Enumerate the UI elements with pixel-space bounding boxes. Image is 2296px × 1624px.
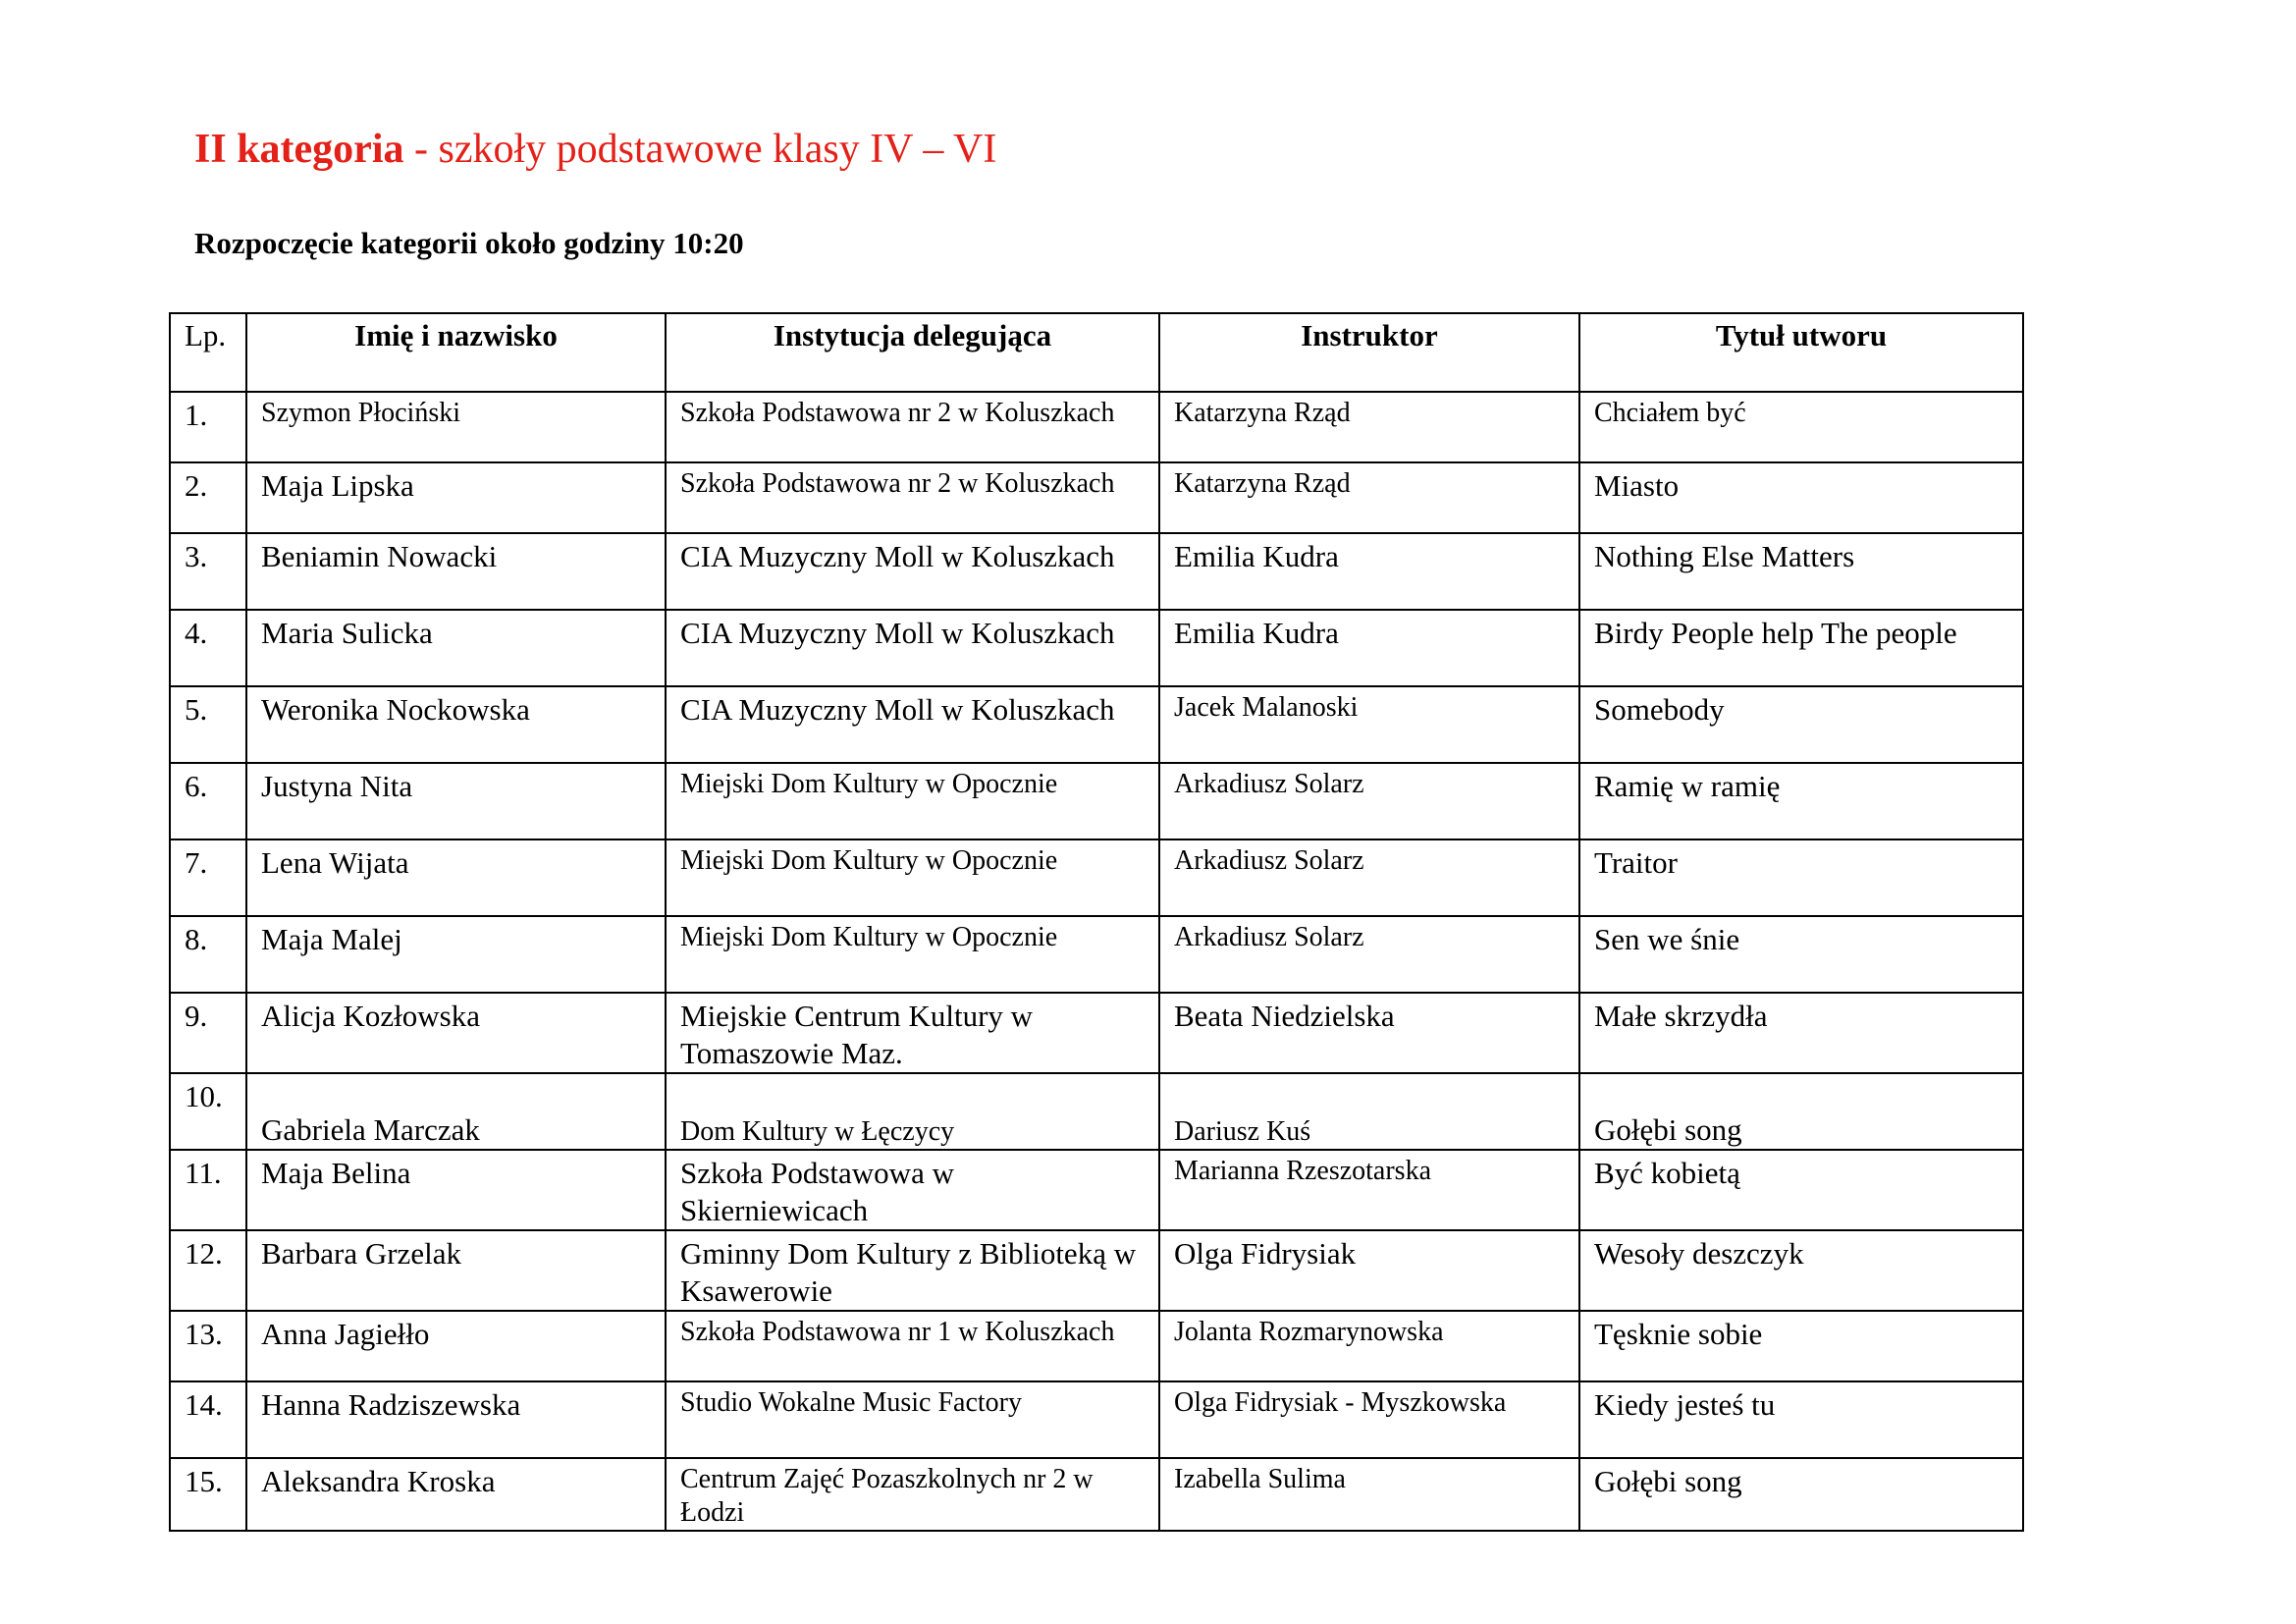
category-label: II kategoria — [194, 127, 404, 172]
header-lp: Lp. — [170, 313, 246, 392]
cell-instructor: Arkadiusz Solarz — [1159, 763, 1579, 839]
cell-lp: 5. — [170, 686, 246, 763]
cell-name: Gabriela Marczak — [246, 1073, 666, 1150]
cell-lp: 4. — [170, 610, 246, 686]
cell-institution: Gminny Dom Kultury z Biblioteką w Ksawerowie — [666, 1230, 1159, 1311]
cell-institution: CIA Muzyczny Moll w Koluszkach — [666, 533, 1159, 610]
cell-title: Małe skrzydła — [1579, 993, 2023, 1073]
cell-instructor: Marianna Rzeszotarska — [1159, 1150, 1579, 1230]
cell-institution: Miejski Dom Kultury w Opocznie — [666, 916, 1159, 993]
table-row — [170, 1073, 2023, 1150]
cell-instructor: Emilia Kudra — [1159, 610, 1579, 686]
cell-name: Maja Lipska — [246, 462, 666, 533]
cell-name: Hanna Radziszewska — [246, 1381, 666, 1458]
cell-instructor: Beata Niedzielska — [1159, 993, 1579, 1073]
cell-institution: Studio Wokalne Music Factory — [666, 1381, 1159, 1458]
cell-title: Nothing Else Matters — [1579, 533, 2023, 610]
cell-title: Sen we śnie — [1579, 916, 2023, 993]
table-row — [170, 993, 2023, 1073]
cell-instructor: Arkadiusz Solarz — [1159, 839, 1579, 916]
table-row — [170, 533, 2023, 610]
cell-name: Maja Malej — [246, 916, 666, 993]
cell-institution: Szkoła Podstawowa nr 1 w Koluszkach — [666, 1311, 1159, 1381]
cell-institution: Szkoła Podstawowa nr 2 w Koluszkach — [666, 462, 1159, 533]
cell-name: Beniamin Nowacki — [246, 533, 666, 610]
table-row — [170, 1381, 2023, 1458]
cell-institution: Szkoła Podstawowa w Skierniewicach — [666, 1150, 1159, 1230]
table-row — [170, 1150, 2023, 1230]
table-row — [170, 392, 2023, 462]
cell-name: Alicja Kozłowska — [246, 993, 666, 1073]
header-institution: Instytucja delegująca — [666, 313, 1159, 392]
table-header-row — [170, 313, 2023, 392]
cell-institution: Szkoła Podstawowa nr 2 w Koluszkach — [666, 392, 1159, 462]
cell-title: Ramię w ramię — [1579, 763, 2023, 839]
header-title: Tytuł utworu — [1579, 313, 2023, 392]
cell-name: Maria Sulicka — [246, 610, 666, 686]
cell-name: Justyna Nita — [246, 763, 666, 839]
table-row — [170, 1458, 2023, 1531]
cell-name: Barbara Grzelak — [246, 1230, 666, 1311]
table-row — [170, 686, 2023, 763]
cell-title: Somebody — [1579, 686, 2023, 763]
cell-instructor: Olga Fidrysiak — [1159, 1230, 1579, 1311]
cell-lp: 14. — [170, 1381, 246, 1458]
cell-name: Anna Jagiełło — [246, 1311, 666, 1381]
cell-lp: 1. — [170, 392, 246, 462]
cell-lp: 12. — [170, 1230, 246, 1311]
cell-lp: 15. — [170, 1458, 246, 1531]
cell-institution: Miejskie Centrum Kultury w Tomaszowie Maz. — [666, 993, 1159, 1073]
cell-name: Szymon Płociński — [246, 392, 666, 462]
cell-institution: CIA Muzyczny Moll w Koluszkach — [666, 686, 1159, 763]
cell-name: Lena Wijata — [246, 839, 666, 916]
cell-name: Weronika Nockowska — [246, 686, 666, 763]
header-instructor: Instruktor — [1159, 313, 1579, 392]
cell-instructor: Arkadiusz Solarz — [1159, 916, 1579, 993]
cell-lp: 11. — [170, 1150, 246, 1230]
cell-instructor: Katarzyna Rząd — [1159, 392, 1579, 462]
cell-instructor: Olga Fidrysiak - Myszkowska — [1159, 1381, 1579, 1458]
cell-institution: Dom Kultury w Łęczycy — [666, 1073, 1159, 1150]
cell-title: Być kobietą — [1579, 1150, 2023, 1230]
cell-title: Kiedy jesteś tu — [1579, 1381, 2023, 1458]
cell-title: Birdy People help The people — [1579, 610, 2023, 686]
cell-instructor: Jolanta Rozmarynowska — [1159, 1311, 1579, 1381]
cell-title: Wesoły deszczyk — [1579, 1230, 2023, 1311]
cell-title: Gołębi song — [1579, 1073, 2023, 1150]
cell-lp: 3. — [170, 533, 246, 610]
participants-table — [169, 312, 2024, 1532]
cell-title: Traitor — [1579, 839, 2023, 916]
start-time-note: Rozpoczęcie kategorii około godziny 10:20 — [194, 226, 744, 260]
cell-instructor: Izabella Sulima — [1159, 1458, 1579, 1531]
cell-name: Maja Belina — [246, 1150, 666, 1230]
table-row — [170, 610, 2023, 686]
cell-lp: 6. — [170, 763, 246, 839]
table-row — [170, 839, 2023, 916]
table-row — [170, 462, 2023, 533]
cell-lp: 2. — [170, 462, 246, 533]
cell-name: Aleksandra Kroska — [246, 1458, 666, 1531]
cell-instructor: Katarzyna Rząd — [1159, 462, 1579, 533]
table-row — [170, 763, 2023, 839]
cell-title: Tęsknie sobie — [1579, 1311, 2023, 1381]
cell-lp: 7. — [170, 839, 246, 916]
table-row — [170, 1230, 2023, 1311]
cell-lp: 9. — [170, 993, 246, 1073]
table-row — [170, 1311, 2023, 1381]
table-row — [170, 916, 2023, 993]
cell-lp: 13. — [170, 1311, 246, 1381]
cell-lp: 8. — [170, 916, 246, 993]
header-name: Imię i nazwisko — [246, 313, 666, 392]
cell-institution: CIA Muzyczny Moll w Koluszkach — [666, 610, 1159, 686]
category-description: - szkoły podstawowe klasy IV – VI — [403, 127, 997, 172]
cell-institution: Miejski Dom Kultury w Opocznie — [666, 839, 1159, 916]
category-heading — [194, 120, 996, 179]
cell-institution: Centrum Zajęć Pozaszkolnych nr 2 w Łodzi — [666, 1458, 1159, 1531]
cell-title: Gołębi song — [1579, 1458, 2023, 1531]
cell-title: Miasto — [1579, 462, 2023, 533]
cell-institution: Miejski Dom Kultury w Opocznie — [666, 763, 1159, 839]
cell-instructor: Dariusz Kuś — [1159, 1073, 1579, 1150]
cell-instructor: Jacek Malanoski — [1159, 686, 1579, 763]
cell-lp: 10. — [170, 1073, 246, 1150]
cell-title: Chciałem być — [1579, 392, 2023, 462]
cell-instructor: Emilia Kudra — [1159, 533, 1579, 610]
